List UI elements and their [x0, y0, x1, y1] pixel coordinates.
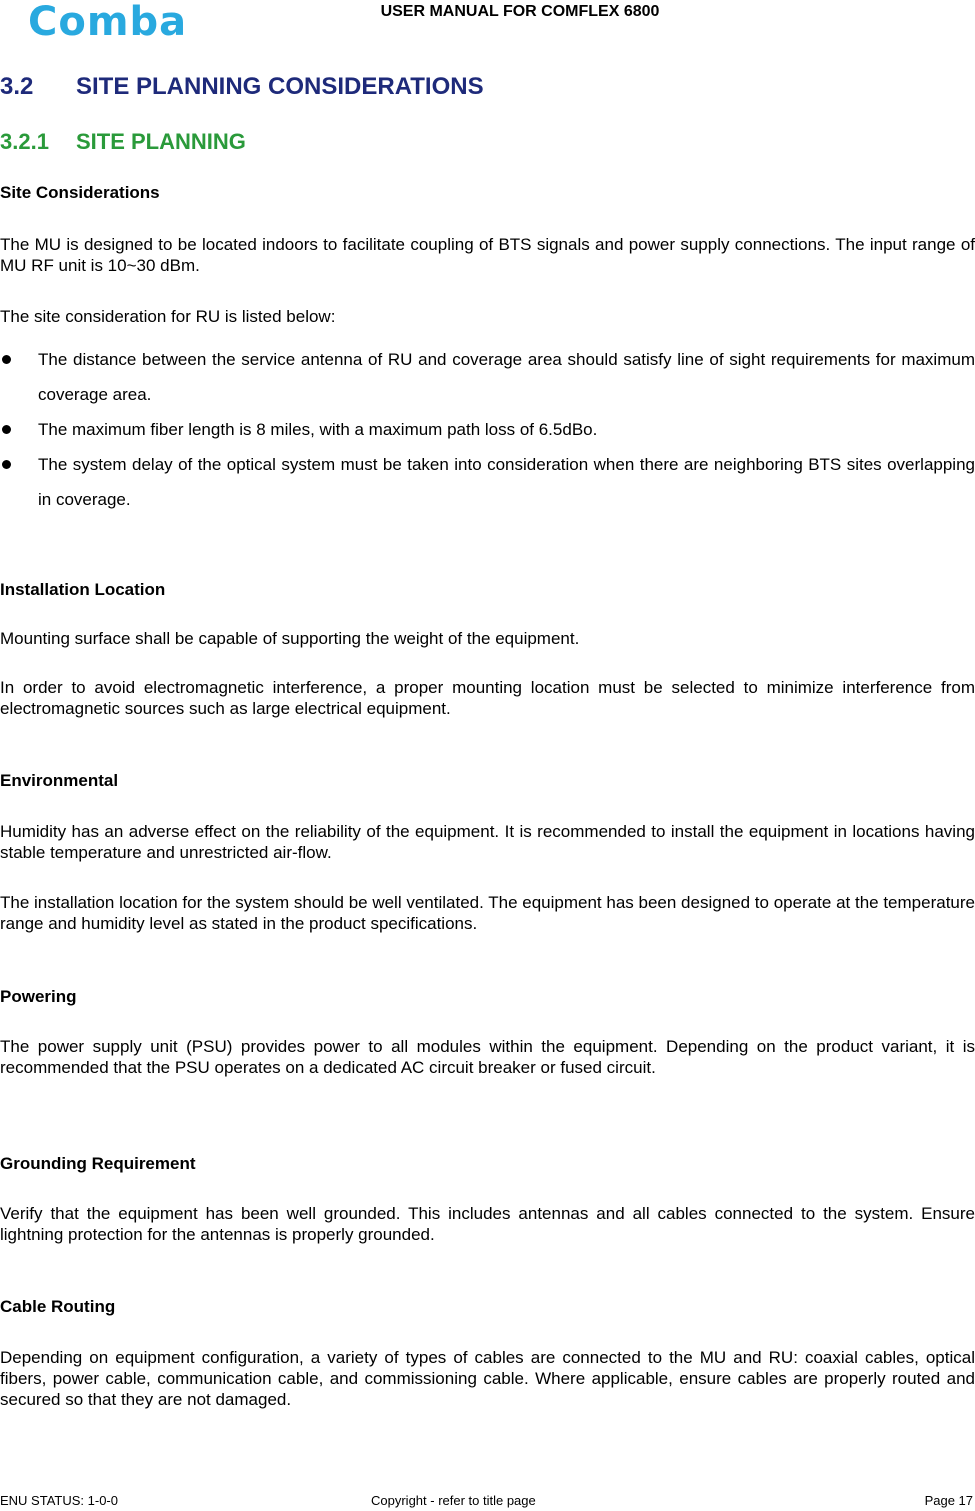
subsection-heading: [0, 129, 246, 155]
environmental-para2-block: [0, 892, 975, 934]
site-considerations-heading: Site Considerations: [0, 183, 160, 202]
environmental-para1: Humidity has an adverse effect on the reliability of the equipment. It is recommended to install the equipment in locations having stable temperature and unrestricted air-flow.: [0, 822, 975, 862]
bullet-icon: [2, 355, 11, 364]
bullet-icon: [2, 425, 11, 434]
bullet-text: The maximum fiber length is 8 miles, with a maximum path loss of 6.5dBo.: [38, 420, 598, 439]
environmental-heading: Environmental: [0, 771, 119, 790]
cable-routing-heading: Cable Routing: [0, 1297, 116, 1316]
grounding-para1: Verify that the equipment has been well grounded. This includes antennas and all cables connected to the system. Ensure lightning protection for the antennas is properly grounded.: [0, 1204, 975, 1244]
cable-routing-section: [0, 1297, 975, 1317]
manual-title: USER MANUAL FOR COMFLEX 6800: [380, 3, 660, 20]
environmental-section: [0, 771, 975, 791]
grounding-section: [0, 1154, 975, 1174]
footer-copyright: Copyright - refer to title page: [371, 1493, 536, 1508]
site-considerations-para1: The MU is designed to be located indoors to facilitate coupling of BTS signals and power supply connections. The input range of MU RF unit is 10~30 dBm.: [0, 235, 975, 275]
installation-location-para2-block: [0, 677, 975, 719]
cable-routing-para1: Depending on equipment configuration, a variety of types of cables are connected to the MU and RU: coaxial cables, optical fibers, power cable, communication cable, and commissioning cable. Where applicable, ensure cables are properly routed and secured so that they are not damaged.: [0, 1348, 975, 1409]
section-title: SITE PLANNING CONSIDERATIONS: [76, 73, 484, 100]
environmental-para2: The installation location for the system should be well ventilated. The equipment has been designed to operate at the temperature range and humidity level as stated in the product specifications.: [0, 893, 975, 933]
powering-para1: The power supply unit (PSU) provides power to all modules within the equipment. Depending on the product variant, it is recommended that the PSU operates on a dedicated AC circuit breaker or fused circuit.: [0, 1037, 975, 1077]
bullet-text: The distance between the service antenna of RU and coverage area should satisfy line of sight requirements for maximum coverage area.: [38, 350, 975, 404]
powering-section: [0, 987, 975, 1007]
installation-location-section: [0, 580, 975, 600]
grounding-heading: Grounding Requirement: [0, 1154, 196, 1173]
installation-location-heading: Installation Location: [0, 580, 166, 599]
section-number: 3.2: [0, 73, 34, 100]
powering-para1-block: [0, 1036, 975, 1078]
list-item: [0, 342, 975, 412]
footer-page-number: Page 17: [924, 1493, 973, 1508]
cable-routing-para1-block: [0, 1347, 975, 1410]
site-considerations-para2: The site consideration for RU is listed below:: [0, 307, 336, 326]
list-item: [0, 447, 975, 517]
site-considerations-para2-block: [0, 306, 975, 327]
grounding-para1-block: [0, 1203, 975, 1245]
powering-heading: Powering: [0, 987, 77, 1006]
site-considerations-section: [0, 183, 975, 203]
section-heading: [0, 73, 484, 101]
bullet-icon: [2, 460, 11, 469]
page-header: [0, 0, 975, 48]
subsection-title: SITE PLANNING: [76, 129, 246, 154]
site-considerations-list: [0, 342, 975, 517]
site-considerations-para1-block: [0, 234, 975, 276]
logo-text: Comba: [28, 0, 188, 45]
installation-location-para1-block: [0, 628, 975, 649]
subsection-number: 3.2.1: [0, 129, 49, 154]
installation-location-para2: In order to avoid electromagnetic interference, a proper mounting location must be selected to minimize interference from electromagnetic sources such as large electrical equipment.: [0, 678, 975, 718]
bullet-text: The system delay of the optical system must be taken into consideration when there are neighboring BTS sites overlapping in coverage.: [38, 455, 975, 509]
comba-logo: [28, 0, 208, 45]
list-item: [0, 412, 975, 447]
installation-location-para1: Mounting surface shall be capable of supporting the weight of the equipment.: [0, 629, 580, 648]
environmental-para1-block: [0, 821, 975, 863]
footer-status: ENU STATUS: 1-0-0: [0, 1493, 118, 1508]
